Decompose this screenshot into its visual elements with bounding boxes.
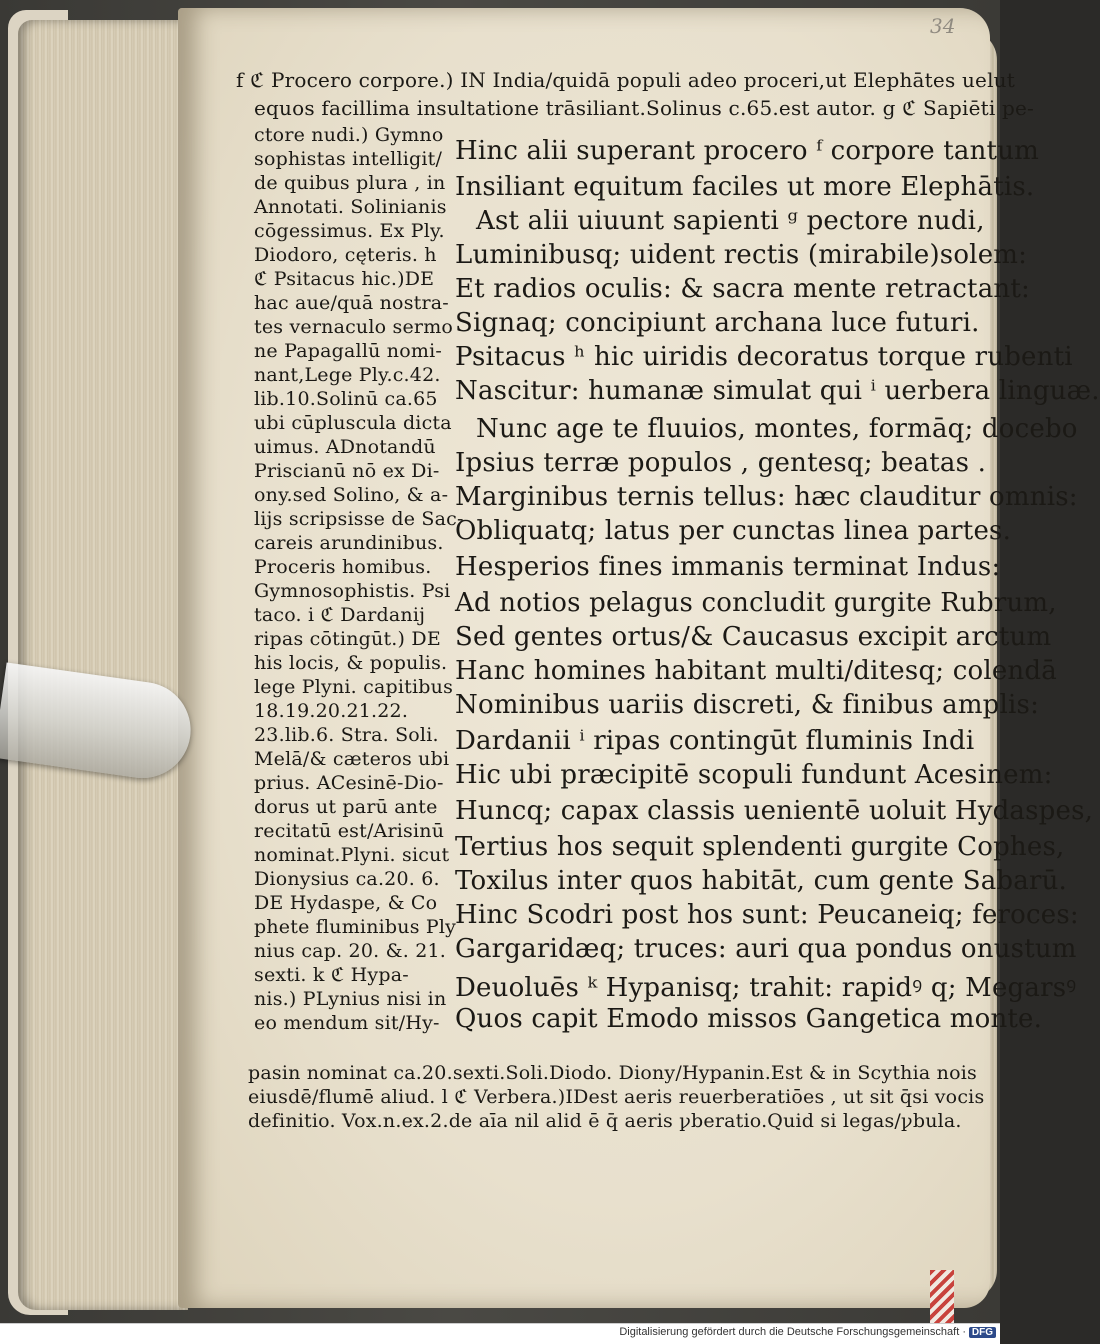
verse-line: Gargaridæq; truces: auri qua pondus onustum <box>455 934 1077 964</box>
verse-line: Luminibusq; uident rectis (mirabile)solem: <box>455 240 1028 270</box>
commentary-line: sophistas intelligit/ <box>254 148 443 170</box>
verse-line: Obliquatq; latus per cunctas linea partes. <box>455 516 1012 546</box>
commentary-line: ℭ Psitacus hic.)DE <box>254 268 435 290</box>
commentary-line: de quibus plura , in <box>254 172 446 194</box>
commentary-line: nis.) PLynius nisi in <box>254 988 447 1010</box>
commentary-line: Proceris homibus. <box>254 556 432 578</box>
verse-line: Deuoluēs ᵏ Hypanisq; trahit: rapidꝰ q; Megarsꝰ <box>455 973 1077 1003</box>
commentary-line: prius. ACesinē-Dio- <box>254 772 444 794</box>
commentary-line: careis arundinibus. <box>254 532 444 554</box>
verse-line: Quos capit Emodo missos Gangetica monte. <box>455 1004 1043 1034</box>
verse-line: Nominibus uariis discreti, & finibus amplis: <box>455 690 1040 720</box>
verse-line: Toxilus inter quos habitāt, cum gente Sabarū. <box>455 866 1067 896</box>
commentary-line: 23.lib.6. Stra. Soli. <box>254 724 439 746</box>
commentary-line: Dionysius ca.20. 6. <box>254 868 440 890</box>
commentary-line: Melā/& cæteros ubi <box>254 748 450 770</box>
verse-line: Hesperios fines immanis terminat Indus: <box>455 552 1001 582</box>
verse-line: Nunc age te fluuios, montes, formāq; docebo <box>476 414 1078 444</box>
header-line: f ℭ Procero corpore.) IN India/quidā populi adeo proceri,ut Elephātes uelut <box>236 68 1015 92</box>
verse-line: Ast alii uiuunt sapienti ᵍ pectore nudi, <box>476 206 985 236</box>
commentary-line: nius cap. 20. &. 21. <box>254 940 447 962</box>
page-stack-edges <box>18 20 188 1310</box>
commentary-line: lib.10.Solinū ca.65 <box>254 388 438 410</box>
commentary-line: lege Plyni. capitibus <box>254 676 454 698</box>
commentary-line: taco. i ℭ Dardanij <box>254 604 426 626</box>
commentary-line: ubi cūplusculа dicta <box>254 412 452 434</box>
commentary-line: lijs scripsisse de Sac- <box>254 508 464 530</box>
commentary-line: dorus ut parū ante <box>254 796 438 818</box>
commentary-line: DE Hydaspe, & Co <box>254 892 438 914</box>
footnote-line: pasin nominat ca.20.sexti.Soli.Diodo. Diony/Hypanin.Est & in Scythia nois <box>248 1062 977 1084</box>
verse-line: Tertius hos sequit splendenti gurgite Cophes, <box>455 832 1065 862</box>
commentary-line: Diodoro, cęteris. h <box>254 244 437 266</box>
commentary-line: ne Papagallū nomi- <box>254 340 442 362</box>
verse-line: Huncq; capax classis uenientē uoluit Hydaspes, <box>455 796 1094 826</box>
commentary-line: phete fluminibus Ply <box>254 916 457 938</box>
digitization-footer <box>0 1323 1000 1344</box>
verse-line: Sed gentes ortus/& Caucasus excipit arctum <box>455 622 1052 652</box>
commentary-line: tes vernaculo sermo <box>254 316 454 338</box>
verse-line: Hinc Scodri post hos sunt: Peucaneiq; feroces: <box>455 900 1079 930</box>
commentary-line: nominat.Plyni. sicut <box>254 844 450 866</box>
verse-line: Nascitur: humanæ simulat qui ⁱ uerbera linguæ. <box>455 376 1100 406</box>
commentary-line: Annotati. Solinianis <box>254 196 447 218</box>
verse-line: Marginibus ternis tellus: hæc clauditur omnis: <box>455 482 1078 512</box>
verse-line: Hic ubi præcipitē scopuli fundunt Acesinem: <box>455 760 1053 790</box>
verse-line: Dardanii ⁱ ripas contingūt fluminis Indi <box>455 726 975 756</box>
commentary-line: uimus. ADnotandū <box>254 436 436 458</box>
verse-line: Ad notios pelagus concludit gurgite Rubrum, <box>455 588 1057 618</box>
dfg-credit-text: Digitalisierung gefördert durch die Deutsche Forschungsgemeinschaft · <box>619 1326 966 1338</box>
commentary-line: Gymnosophistis. Psi <box>254 580 451 602</box>
commentary-line: sexti. k ℭ Hypa- <box>254 964 409 986</box>
commentary-line: ripas cōtingūt.) DE <box>254 628 441 650</box>
commentary-line: his locis, & populis. <box>254 652 448 674</box>
commentary-line: ony.sed Solino, & a- <box>254 484 449 506</box>
commentary-line: ctore nudi.) Gymno <box>254 124 444 146</box>
header-line: equos facillima insultatione trāsiliant.Solinus c.65.est autor. g ℭ Sapiēti pe- <box>254 96 1035 120</box>
verse-line: Hanc homines habitant multi/ditesq; colendā <box>455 656 1057 686</box>
bookmark-ribbon <box>930 1270 954 1330</box>
verse-line: Signaq; concipiunt archana luce futuri. <box>455 308 980 338</box>
verse-line: Et radios oculis: & sacra mente retractant: <box>455 274 1030 304</box>
commentary-line: eo mendum sit/Hy- <box>254 1012 440 1034</box>
commentary-line: nant,Lege Ply.c.42. <box>254 364 441 386</box>
verse-line: Hinc alii superant procero ᶠ corpore tantum <box>455 136 1039 166</box>
commentary-line: recitatū est/Arisinū <box>254 820 445 842</box>
commentary-line: Priscianū nō ex Di- <box>254 460 440 482</box>
verse-line: Psitacus ʰ hic uiridis decoratus torque rubenti <box>455 342 1073 372</box>
verse-line: Insiliant equitum faciles ut more Elephātis. <box>455 172 1035 202</box>
verse-line: Ipsius terræ populos , gentesq; beatas . <box>455 448 987 478</box>
commentary-line: 18.19.20.21.22. <box>254 700 409 722</box>
footnote-line: eiusdē/flumē aliud. l ℭ Verbera.)IDest aeris reuerberatiōes , ut sit q̄si vocis <box>248 1086 985 1108</box>
footnote-line: definitio. Vox.n.ex.2.de aīa nil alid ē q̄ aeris ꝩberatio.Quid si legas/ꝩbula. <box>248 1110 962 1132</box>
dfg-logo: DFG <box>969 1327 996 1338</box>
commentary-line: cōgessimus. Ex Ply. <box>254 220 445 242</box>
page-number: 34 <box>930 14 956 38</box>
commentary-line: hac aue/quā nostra- <box>254 292 449 314</box>
